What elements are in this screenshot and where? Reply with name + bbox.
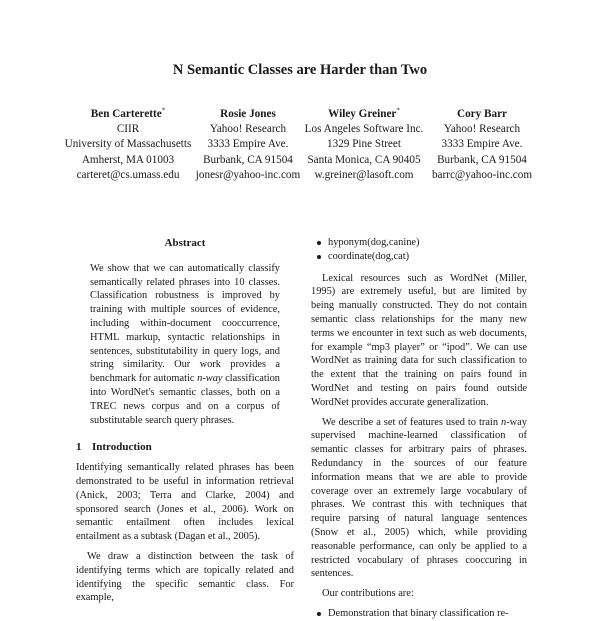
- section-title: Introduction: [92, 441, 152, 454]
- list-item: Demonstration that binary classification re-: [317, 607, 527, 621]
- author-org: University of Massachusetts: [64, 138, 192, 151]
- body-paragraph-contributions: Our contributions are:: [322, 588, 414, 600]
- author-email: w.greiner@lasoft.com: [314, 168, 414, 181]
- body-paragraph-features: We describe a set of features used to train n-way supervised machine-learned classification of semantic classes for arbitrary pairs of phrases. Redundancy in the sources of our feature information means that we are able to provide coverage over an extremely large vocabulary of phrases. We contrast this with techniques that require parsing of natural language sentences (Snow et al., 2005) which, while providing reasonable performance, can only be applied to a restricted vocabulary of phrases cooccuring in sentences.: [311, 416, 527, 580]
- paper-title: N Semantic Classes are Harder than Two: [172, 62, 428, 78]
- author-email: jonesr@yahoo-inc.com: [195, 168, 301, 181]
- author-address: Santa Monica, CA 90405: [307, 153, 421, 166]
- author-address: Burbank, CA 91504: [203, 153, 293, 166]
- author-org: 1329 Pine Street: [327, 138, 401, 151]
- author-affiliation: Los Angeles Software Inc.: [304, 123, 424, 136]
- abstract-heading: Abstract: [164, 237, 206, 249]
- author-footnote-mark: *: [161, 106, 166, 115]
- author-org: 3333 Empire Ave.: [207, 138, 289, 151]
- author-1: [64, 107, 192, 183]
- author-address: Amherst, MA 01003: [81, 153, 175, 166]
- intro-paragraph-1: Identifying semantically related phrases has been demonstrated to be useful in information retrieval (Anick, 2003; Terra and Clarke, 2004) and sponsored search (Jones et al., 2006). Work on semantic entailment often includes lexical entailment as a subtask (Dagan et al., 2005).: [76, 462, 294, 543]
- body-paragraph-lexical-resources: Lexical resources such as WordNet (Miller, 1995) are extremely useful, but are limited by being manually constructed. They do not contain semantic class relationships for the many new terms we encounter in text such as web documents, for example “mp3 player” or “ipod”. We can use WordNet as training data for such classification to the extent that the training on pairs found in WordNet and testing on pairs found outside WordNet provides accurate generalization.: [311, 272, 527, 408]
- left-column: [76, 236, 294, 605]
- author-name: Rosie Jones: [220, 108, 276, 120]
- section-number: 1: [76, 441, 82, 454]
- author-3: [296, 107, 432, 183]
- author-block: [0, 107, 600, 187]
- list-item: coordinate(dog,cat): [317, 250, 527, 264]
- author-address: Burbank, CA 91504: [437, 153, 527, 166]
- author-affiliation: Yahoo! Research: [443, 123, 521, 136]
- author-name: Wiley Greiner: [328, 108, 397, 120]
- author-name: Cory Barr: [456, 108, 508, 120]
- right-column: [311, 236, 527, 621]
- intro-paragraph-2: We draw a distinction between the task of identifying terms which are topically related and identifying the specific semantic class. For example,: [76, 550, 294, 604]
- relation-example-list: [311, 236, 527, 264]
- author-email: carteret@cs.umass.edu: [76, 168, 180, 181]
- author-affiliation: CIIR: [116, 123, 140, 136]
- author-4: [428, 107, 536, 183]
- section-heading-introduction: [76, 441, 294, 455]
- abstract-text: We show that we can automatically classify semantically related phrases into 10 classes. Classification robustness is improved by training with multiple sources of evidence, including within-document cooccurrence, HTML markup, syntactic relationships in sentences, substitutability in query logs, and string similarity. Our work provides a benchmark for automatic n-way classification into WordNet's semantic classes, both on a TREC news corpus and on a corpus of substitutable search query phrases.: [90, 262, 280, 426]
- author-affiliation: Yahoo! Research: [209, 123, 287, 136]
- contribution-list: [311, 607, 527, 621]
- list-item: hyponym(dog,canine): [317, 236, 527, 250]
- author-org: 3333 Empire Ave.: [441, 138, 523, 151]
- author-name: Ben Carterette: [90, 108, 162, 120]
- author-email: barrc@yahoo-inc.com: [431, 168, 533, 181]
- author-footnote-mark: *: [396, 106, 400, 115]
- author-2: [188, 107, 308, 183]
